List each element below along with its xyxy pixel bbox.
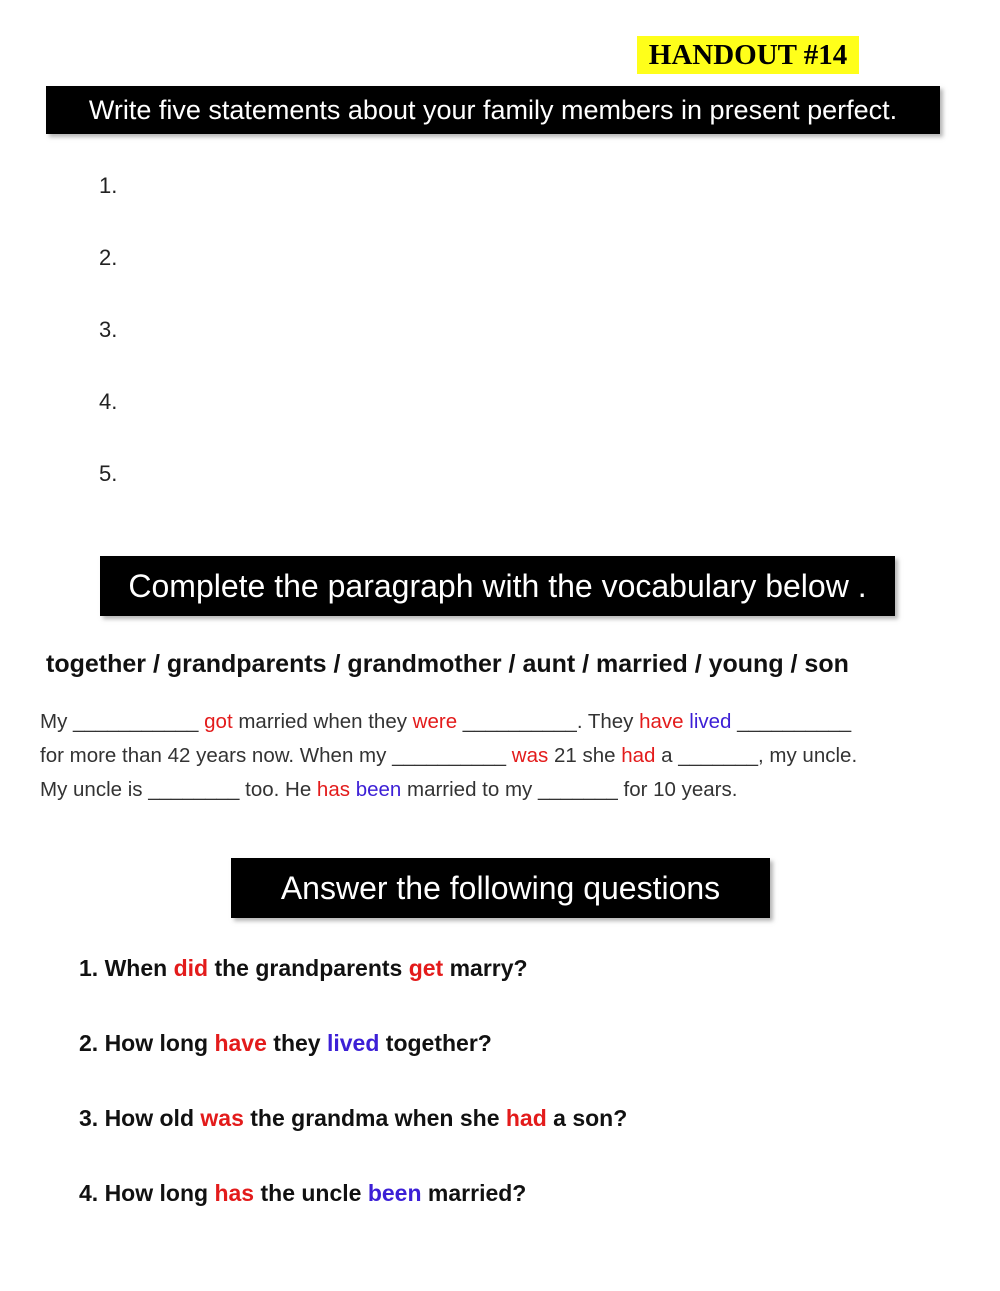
text: 1. When [79, 955, 174, 981]
handout-label: HANDOUT #14 [637, 36, 859, 74]
question-1 [79, 948, 627, 1023]
text: they [266, 1030, 327, 1056]
verb-blue: lived [326, 1030, 380, 1056]
verb-red: had [621, 744, 656, 767]
verb-red: was [511, 744, 549, 767]
text: a son? [546, 1105, 628, 1131]
vocabulary-list: together / grandparents / grandmother / aunt / married / young / son [46, 650, 849, 678]
statement-number-3: 3. [99, 317, 118, 342]
text: for more than 42 years now. When my __________ [40, 744, 512, 767]
text: married? [421, 1180, 527, 1206]
text: the grandma when she [243, 1105, 506, 1131]
statement-number-1: 1. [99, 173, 118, 198]
question-list [79, 948, 627, 1248]
text: 3. How old [79, 1105, 201, 1131]
verb-red: have [214, 1030, 267, 1056]
text: 2. How long [79, 1030, 215, 1056]
paragraph-line-2 [40, 739, 970, 773]
verb-red: did [173, 955, 209, 981]
verb-red: had [505, 1105, 547, 1131]
text: 4. How long [79, 1180, 215, 1206]
verb-red: has [214, 1180, 255, 1206]
text: 21 she [548, 744, 622, 767]
section1-banner: Write five statements about your family members in present perfect. [46, 86, 940, 134]
text: married when they [232, 710, 413, 733]
verb-blue: lived [689, 710, 732, 733]
text: a _______, my uncle. [655, 744, 858, 767]
verb-red: got [204, 710, 233, 733]
text: the grandparents [208, 955, 409, 981]
verb-red: were [412, 710, 458, 733]
question-2 [79, 1023, 627, 1098]
statement-list [99, 166, 117, 526]
cloze-paragraph [40, 705, 970, 807]
verb-red: was [200, 1105, 244, 1131]
statement-number-5: 5. [99, 461, 118, 486]
section2-banner: Complete the paragraph with the vocabulary below . [100, 556, 895, 616]
question-3 [79, 1098, 627, 1173]
statement-number-2: 2. [99, 245, 118, 270]
text: married to my _______ for 10 years. [401, 778, 738, 801]
verb-red: have [639, 710, 684, 733]
statement-number-4: 4. [99, 389, 118, 414]
verb-red: has [316, 778, 350, 801]
verb-blue: been [367, 1180, 422, 1206]
text: the uncle [254, 1180, 368, 1206]
paragraph-line-1 [40, 705, 970, 739]
text: My uncle is ________ too. He [40, 778, 317, 801]
text: marry? [443, 955, 528, 981]
text: together? [379, 1030, 492, 1056]
text: __________ [731, 710, 852, 733]
verb-red: get [408, 955, 444, 981]
question-4 [79, 1173, 627, 1248]
text: __________. They [457, 710, 640, 733]
text: My ___________ [40, 710, 205, 733]
paragraph-line-3 [40, 773, 970, 807]
verb-blue: been [355, 778, 402, 801]
section3-banner: Answer the following questions [231, 858, 770, 918]
